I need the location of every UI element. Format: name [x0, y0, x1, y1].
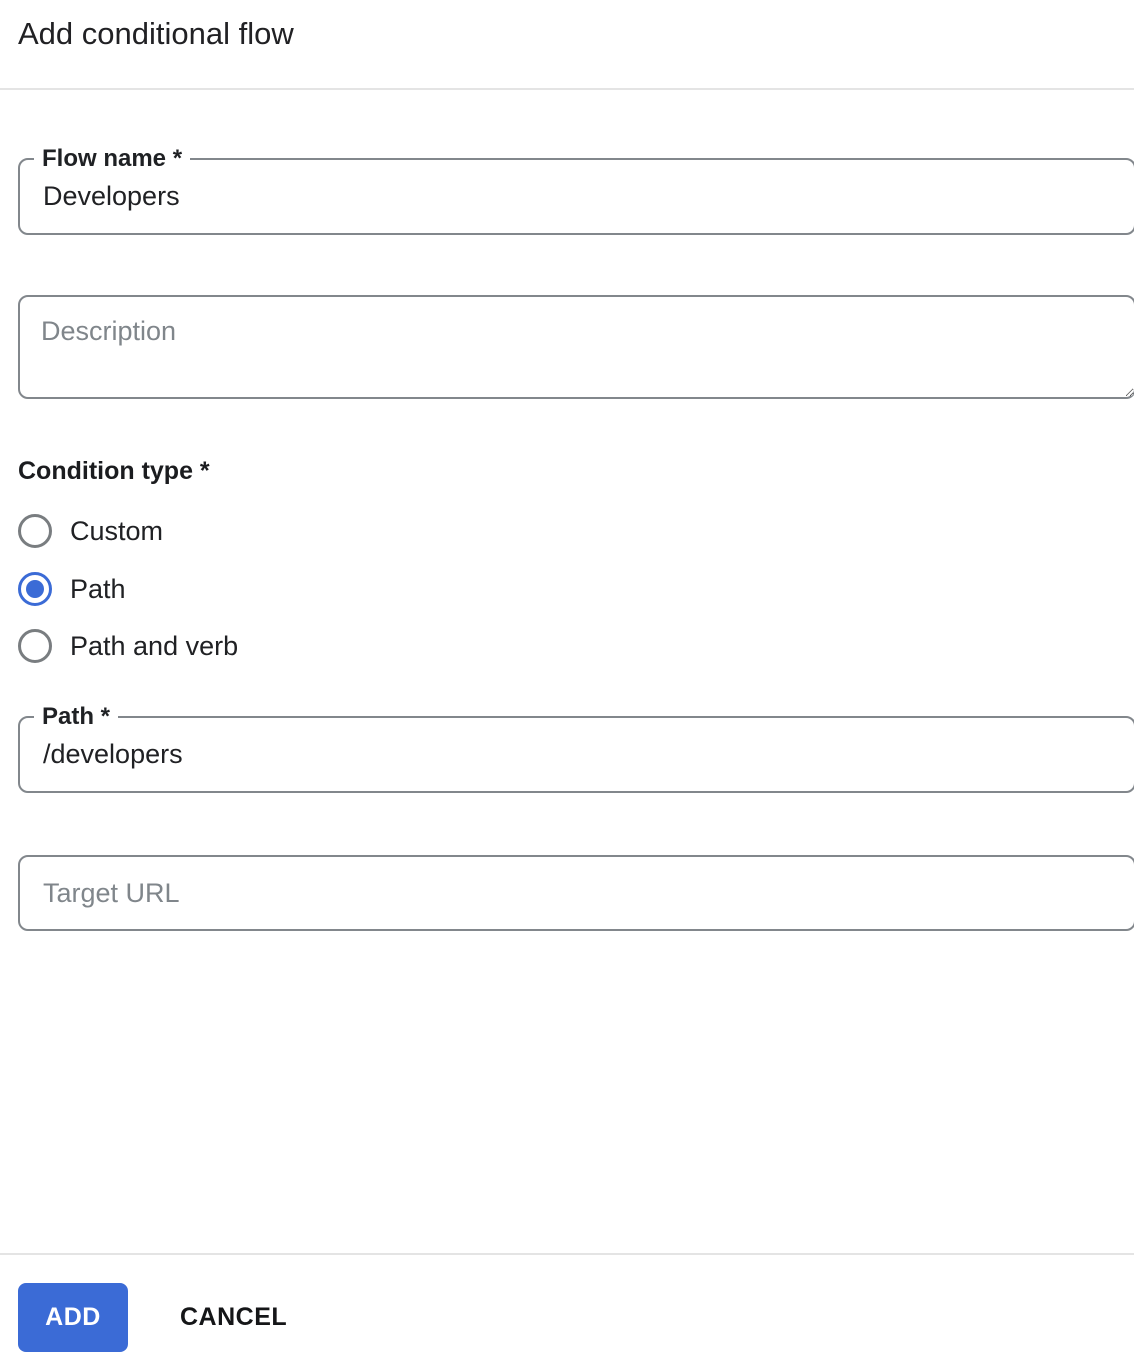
cancel-button[interactable]: CANCEL [180, 1283, 287, 1352]
path-label: Path * [34, 703, 118, 731]
path-input[interactable] [20, 718, 1134, 791]
target-url-input[interactable] [20, 857, 1134, 929]
radio-option-label[interactable]: Path [70, 574, 126, 604]
page-title: Add conditional flow [18, 16, 294, 51]
condition-type-label: Condition type * [18, 457, 210, 485]
flow-name-input[interactable] [20, 160, 1134, 233]
target-url-field [18, 855, 1134, 931]
radio-option-label[interactable]: Path and verb [70, 631, 239, 661]
radio-icon[interactable] [18, 514, 52, 548]
header-divider [0, 88, 1134, 90]
path-field [18, 703, 1134, 793]
radio-icon[interactable] [18, 572, 52, 606]
flow-name-label: Flow name * [34, 145, 190, 173]
description-textarea[interactable] [18, 295, 1134, 399]
radio-icon[interactable] [18, 629, 52, 663]
footer-divider [0, 1253, 1134, 1255]
radio-option-path-and-verb[interactable] [18, 629, 238, 663]
add-button[interactable]: ADD [18, 1283, 128, 1352]
flow-name-field [18, 145, 1134, 235]
radio-option-path[interactable] [18, 572, 126, 606]
radio-option-label[interactable]: Custom [70, 516, 164, 546]
radio-option-custom[interactable] [18, 514, 163, 548]
